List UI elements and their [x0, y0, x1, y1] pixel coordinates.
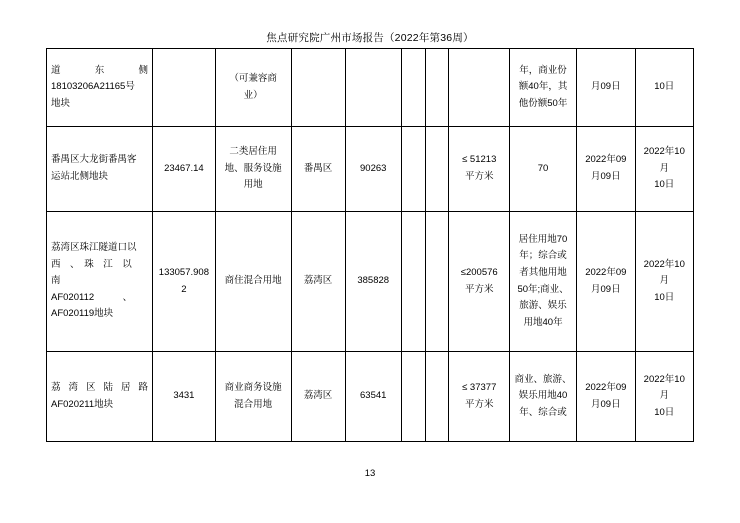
- cell-price: 63541: [345, 352, 401, 442]
- cell-deadline-date: 2022年10月 10日: [635, 212, 693, 352]
- cell-col6: [401, 212, 425, 352]
- cell-district: 荔湾区: [291, 212, 345, 352]
- cell-col7: [425, 212, 449, 352]
- cell-district: [291, 49, 345, 127]
- page-header: 焦点研究院广州市场报告（2022年第36周）: [266, 32, 474, 44]
- cell-col6: [401, 49, 425, 127]
- cell-district: 番禺区: [291, 127, 345, 212]
- cell-area-limit: ≤ 37377 平方米: [449, 352, 510, 442]
- cell-deadline-date: 10日: [635, 49, 693, 127]
- cell-land-usage: 二类居住用 地、服务设施 用地: [215, 127, 291, 212]
- cell-parcel-name: 荔湾区珠江隧道口以 西 、 珠 江 以 南 AF020112 、 AF020119地块: [47, 212, 153, 352]
- cell-land-usage: （可兼容商 业）: [215, 49, 291, 127]
- cell-notice-date: 2022年09 月09日: [577, 212, 635, 352]
- cell-notice-date: 月09日: [577, 49, 635, 127]
- cell-area: 3431: [153, 352, 216, 442]
- cell-deadline-date: 2022年10月 10日: [635, 127, 693, 212]
- table-row: [47, 212, 694, 352]
- cell-land-usage: 商业商务设施 混合用地: [215, 352, 291, 442]
- cell-parcel-name: 番禺区大龙街番禺客 运站北侧地块: [47, 127, 153, 212]
- cell-area: [153, 49, 216, 127]
- table-row: [47, 49, 694, 127]
- cell-col6: [401, 127, 425, 212]
- cell-notice-date: 2022年09 月09日: [577, 352, 635, 442]
- cell-notice-date: 2022年09 月09日: [577, 127, 635, 212]
- cell-parcel-name: 道 东 侧 18103206A21165号 地块: [47, 49, 153, 127]
- cell-deadline-date: 2022年10月 10日: [635, 352, 693, 442]
- cell-col6: [401, 352, 425, 442]
- cell-area: 133057.9082: [153, 212, 216, 352]
- cell-col7: [425, 49, 449, 127]
- cell-area: 23467.14: [153, 127, 216, 212]
- cell-parcel-name: 荔 湾 区 陆 居 路 AF020211地块: [47, 352, 153, 442]
- cell-district: 荔湾区: [291, 352, 345, 442]
- cell-term: 70: [510, 127, 577, 212]
- cell-term: 商业、旅游、 娱乐用地40 年、综合或: [510, 352, 577, 442]
- land-parcel-table-container: [46, 48, 694, 442]
- cell-area-limit: ≤ 51213 平方米: [449, 127, 510, 212]
- cell-price: 90263: [345, 127, 401, 212]
- cell-term: 年，商业份 额40年，其 他份额50年: [510, 49, 577, 127]
- cell-col7: [425, 127, 449, 212]
- table-row: [47, 352, 694, 442]
- cell-land-usage: 商住混合用地: [215, 212, 291, 352]
- cell-term: 居住用地70 年；综合或 者其他用地 50年;商业、 旅游、娱乐 用地40年: [510, 212, 577, 352]
- cell-price: [345, 49, 401, 127]
- cell-area-limit: ≤200576 平方米: [449, 212, 510, 352]
- cell-price: 385828: [345, 212, 401, 352]
- cell-col7: [425, 352, 449, 442]
- land-parcel-table: [46, 48, 694, 442]
- cell-area-limit: [449, 49, 510, 127]
- table-row: [47, 127, 694, 212]
- page-number: 13: [364, 468, 376, 479]
